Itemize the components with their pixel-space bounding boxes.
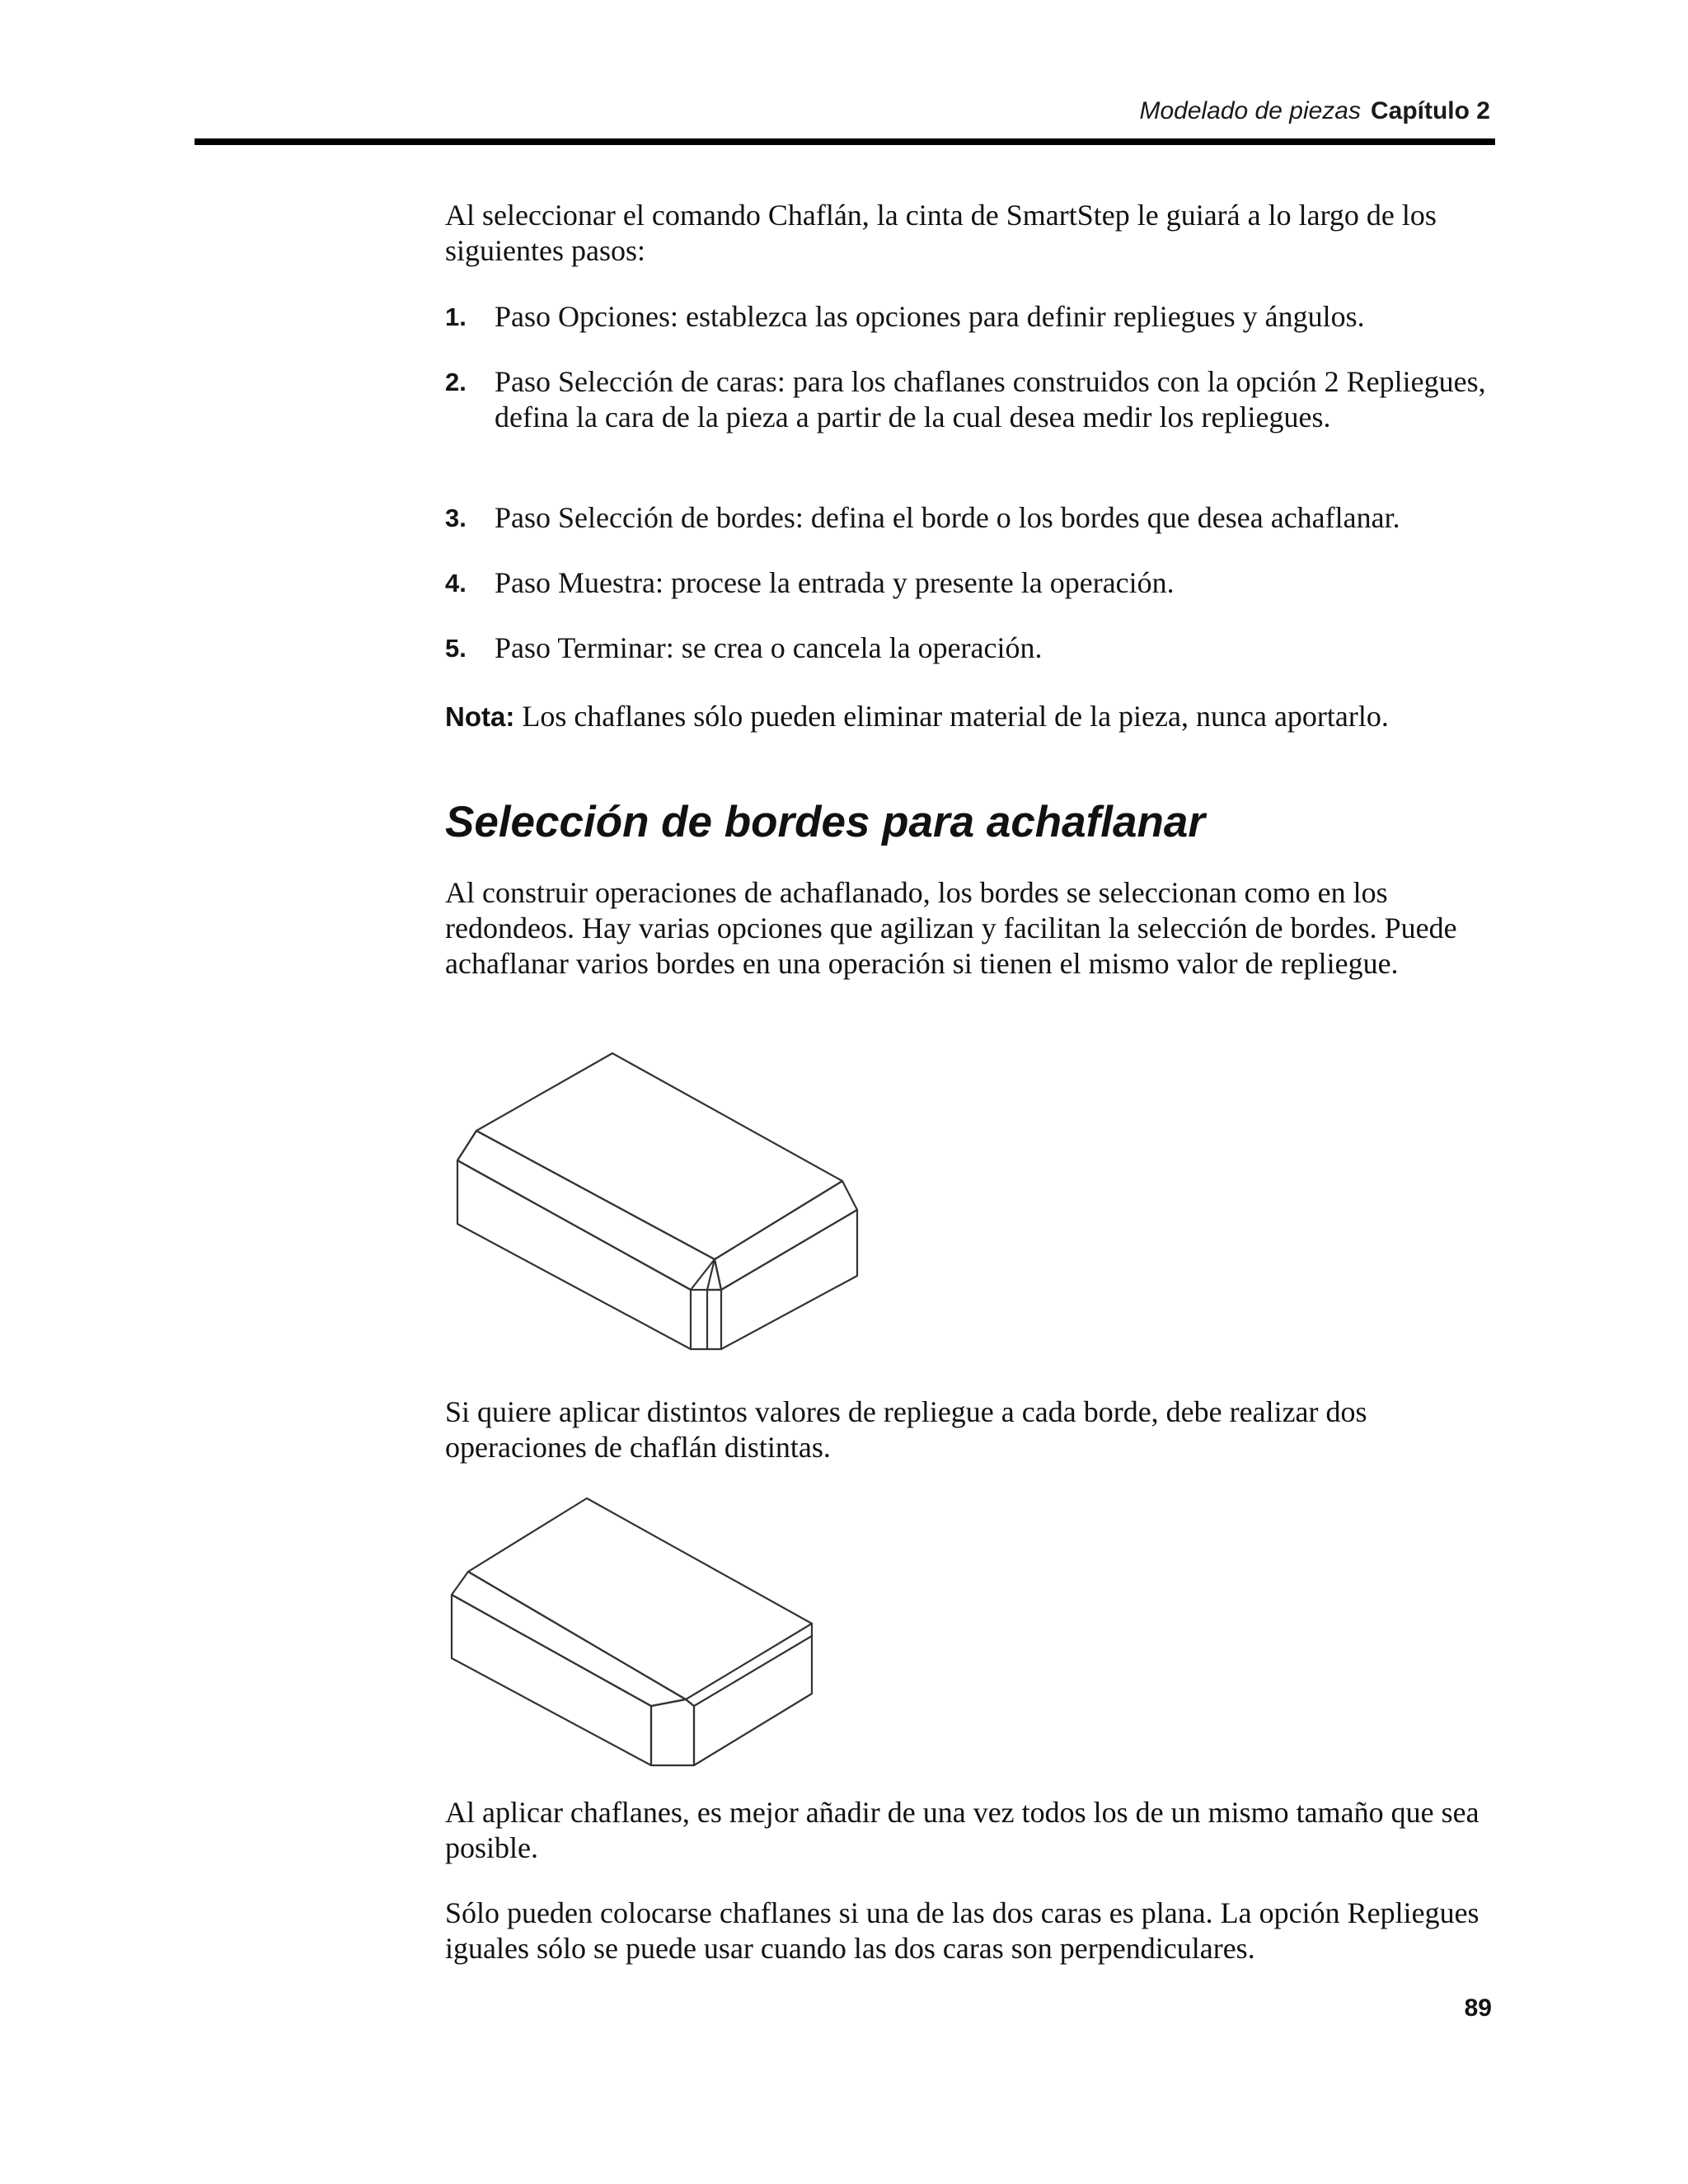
intro-paragraph: Al seleccionar el comando Chaflán, la cinta de SmartStep le guiará a lo largo de los siguientes pasos: bbox=[445, 199, 1437, 267]
right-chamfer-face bbox=[715, 1181, 857, 1290]
body-paragraph: Al aplicar chaflanes, es mejor añadir de una vez todos los de un mismo tamaño que sea posible. bbox=[445, 1796, 1479, 1864]
top-face bbox=[476, 1053, 842, 1259]
step-number: 4. bbox=[445, 569, 467, 598]
right-side-face bbox=[721, 1210, 857, 1349]
step-number: 1. bbox=[445, 302, 467, 331]
header-chapter: Capítulo 2 bbox=[1370, 97, 1490, 124]
corner-face bbox=[651, 1699, 694, 1765]
edge-line bbox=[686, 1699, 694, 1706]
step-number: 2. bbox=[445, 368, 467, 396]
chamfer-figure-2 bbox=[445, 1492, 832, 1772]
body-paragraph: Al construir operaciones de achaflanado, los bordes se seleccionan como en los redondeos. Hay varias opciones que agilizan y facilitan la selección de bordes. Puede achaflanar varios bordes en una operación si tienen el mismo valor de repliegue. bbox=[445, 876, 1457, 980]
left-chamfer-face bbox=[457, 1131, 715, 1290]
chamfer-figure-1 bbox=[445, 1043, 874, 1364]
edge-line bbox=[457, 1131, 476, 1160]
step-number: 5. bbox=[445, 634, 467, 663]
step-text: Paso Selección de caras: para los chaflanes construidos con la opción 2 Repliegues, defina la cara de la pieza a partir de la cual desea medir los repliegues. bbox=[495, 365, 1486, 434]
step-text: Paso Opciones: establezca las opciones para definir repliegues y ángulos. bbox=[495, 300, 1365, 333]
note bbox=[445, 699, 1496, 734]
note-text: Los chaflanes sólo pueden eliminar material de la pieza, nunca aportarlo. bbox=[514, 700, 1389, 733]
step-text: Paso Terminar: se crea o cancela la operación. bbox=[495, 631, 1043, 664]
right-side-face bbox=[694, 1636, 812, 1765]
header-rule bbox=[195, 138, 1495, 145]
step-text: Paso Selección de bordes: defina el borde o los bordes que desea achaflanar. bbox=[495, 501, 1400, 534]
corner-face bbox=[707, 1259, 721, 1290]
body-paragraph: Si quiere aplicar distintos valores de repliegue a cada borde, debe realizar dos operaciones de chaflán distintas. bbox=[445, 1395, 1367, 1464]
step-number: 3. bbox=[445, 504, 467, 532]
section-heading: Selección de bordes para achaflanar bbox=[445, 798, 1205, 846]
note-label: Nota: bbox=[445, 701, 515, 732]
body-paragraph: Sólo pueden colocarse chaflanes si una de las dos caras es plana. La opción Repliegues iguales sólo se puede usar cuando las dos caras son perpendiculares. bbox=[445, 1896, 1479, 1965]
left-side-face bbox=[457, 1160, 691, 1349]
step-text: Paso Muestra: procese la entrada y presente la operación. bbox=[495, 566, 1175, 599]
running-header bbox=[1139, 97, 1490, 125]
header-section-title: Modelado de piezas bbox=[1139, 97, 1361, 124]
top-face bbox=[468, 1498, 812, 1699]
chamfer-face bbox=[452, 1572, 686, 1706]
page-number: 89 bbox=[1464, 1994, 1492, 2022]
